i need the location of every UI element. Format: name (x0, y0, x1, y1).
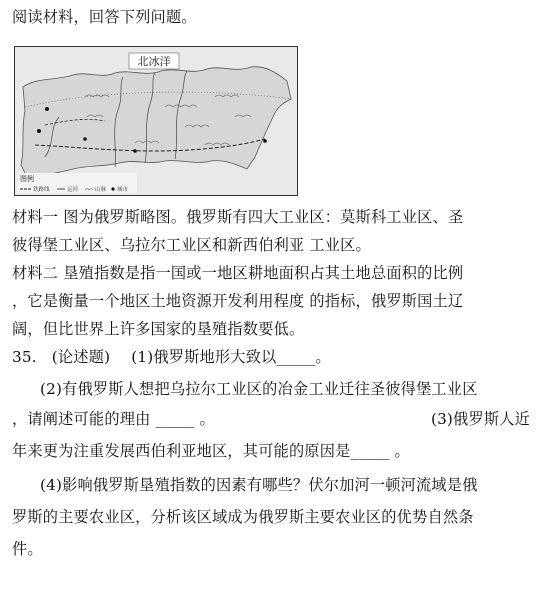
question-number: 35. (12, 348, 37, 366)
question-2-line2: ，请阐述可能的理由 _____ 。 (12, 410, 215, 428)
legend-item-mountain: 山脉 (95, 187, 107, 193)
sea-label: 北冰洋 (137, 55, 171, 68)
material1-line1: 材料一 图为俄罗斯略图。俄罗斯有四大工业区：莫斯科工业区、圣 (12, 208, 464, 226)
legend-title: 图例 (20, 175, 34, 183)
legend-city-symbol (111, 187, 114, 190)
material2-line3: 阔，但比世界上许多国家的垦殖指数要低。 (12, 320, 305, 338)
legend-item-railway: 铁路线 (33, 187, 50, 193)
legend-item-canal: 运河 (67, 187, 79, 193)
question-1: (1)俄罗斯地形大致以_____。 (131, 348, 331, 366)
material1-line2: 彼得堡工业区、乌拉尔工业区和新西伯利亚 工业区。 (12, 236, 371, 254)
question-3-line2: 年来更为注重发展西伯利亚地区，其可能的原因是_____ 。 (12, 442, 410, 460)
russia-map (14, 46, 298, 196)
legend-item-city: 城市 (117, 187, 129, 193)
question-2-line1: (2)有俄罗斯人想把乌拉尔工业区的冶金工业迁往圣彼得堡工业区 (40, 380, 478, 398)
intro-text: 阅读材料，回答下列问题。 (12, 8, 197, 26)
russia-map-svg (15, 47, 297, 195)
material2-line1: 材料二 垦殖指数是指一国或一地区耕地面积占其土地总面积的比例 (12, 264, 464, 282)
question-type: (论述题) (51, 348, 111, 366)
question-3-start: (3)俄罗斯人近 (430, 410, 530, 428)
question-4-line2: 罗斯的主要农业区，分析该区域成为俄罗斯主要农业区的优势自然条 (12, 508, 474, 526)
material2-line2: ，它是衡量一个地区土地资源开发利用程度 的指标，俄罗斯国土辽 (12, 292, 464, 310)
question-4-line1: (4)影响俄罗斯垦殖指数的因素有哪些？伏尔加河一顿河流域是俄 (40, 476, 478, 494)
question-4-line3: 件。 (12, 540, 43, 558)
question-header (12, 346, 536, 368)
question-2-3-row (12, 408, 536, 430)
